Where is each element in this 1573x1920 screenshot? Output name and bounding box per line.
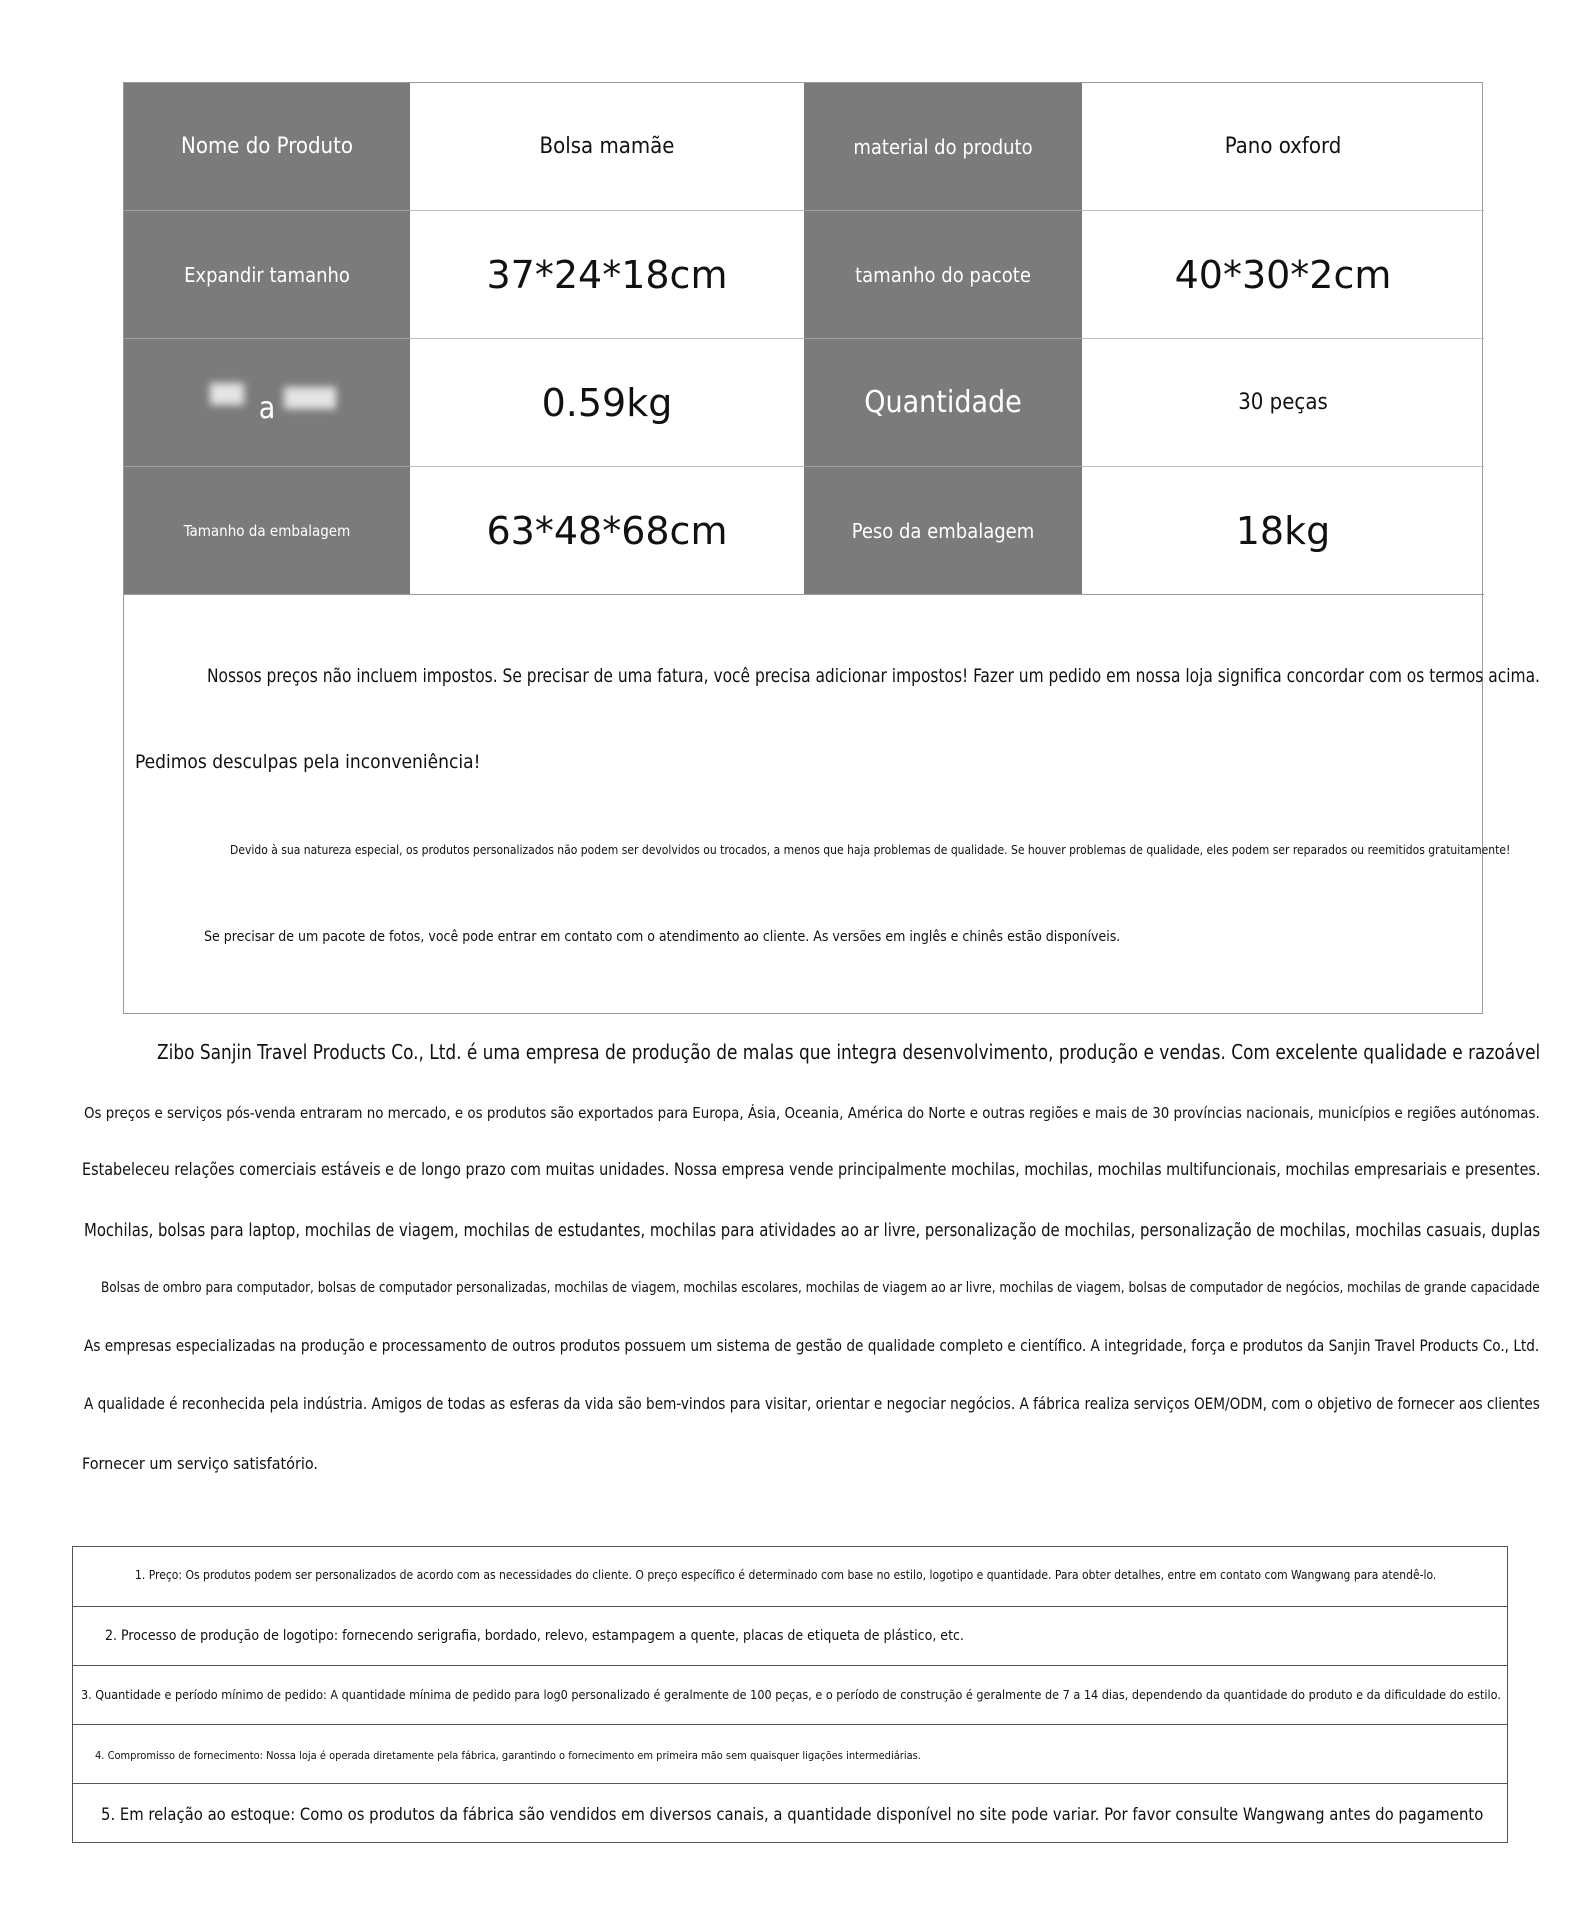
spec-label-text: a xyxy=(258,391,276,426)
terms-text: 3. Quantidade e período mínimo de pedido: A quantidade mínima de pedido para log0 personalizado é geralmente de 100 peças, e o período de construção é geralmente de 7 a 14 dias, dependendo da quantidade do produto e da dificuldade do estilo. xyxy=(81,1687,1501,1702)
spec-value: 30 peças xyxy=(1082,339,1484,467)
blurred-text xyxy=(210,383,244,405)
paragraph-line: As empresas especializadas na produção e processamento de outros produtos possuem um sistema de gestão de qualidade completo e científico. A integridade, força e produtos da Sanjin Travel Products Co., Ltd. xyxy=(84,1336,1540,1355)
spec-label: Quantidade xyxy=(804,339,1082,467)
terms-row xyxy=(73,1547,1507,1607)
paragraph-line: Os preços e serviços pós-venda entraram no mercado, e os produtos são exportados para Europa, Ásia, Oceania, América do Norte e outras regiões e mais de 30 províncias nacionais, municípios e regiões autónomas. xyxy=(84,1104,1540,1122)
blurred-text xyxy=(284,387,336,409)
spec-value: 0.59kg xyxy=(410,339,804,467)
spec-label: Nome do Produto xyxy=(124,83,410,211)
spec-label: Tamanho da embalagem xyxy=(124,467,410,595)
terms-text: 2. Processo de produção de logotipo: fornecendo serigrafia, bordado, relevo, estampagem a quente, placas de etiqueta de plástico, etc. xyxy=(105,1628,964,1644)
terms-row xyxy=(73,1666,1507,1725)
terms-row xyxy=(73,1725,1507,1784)
paragraph-line: Fornecer um serviço satisfatório. xyxy=(82,1454,318,1473)
note-text: Nossos preços não incluem impostos. Se precisar de uma fatura, você precisa adicionar impostos! Fazer um pedido em nossa loja significa concordar com os termos acima. xyxy=(207,665,1540,687)
spec-row xyxy=(124,339,1482,467)
terms-text: 4. Compromisso de fornecimento: Nossa loja é operada diretamente pela fábrica, garantindo o fornecimento em primeira mão sem quaisquer ligações intermediárias. xyxy=(95,1749,921,1762)
product-spec-table xyxy=(123,82,1540,1014)
spec-value: 18kg xyxy=(1082,467,1484,595)
note-text: Se precisar de um pacote de fotos, você pode entrar em contato com o atendimento ao cliente. As versões em inglês e chinês estão disponíveis. xyxy=(204,929,1121,945)
spec-label: Peso da embalagem xyxy=(804,467,1082,595)
spec-label: material do produto xyxy=(804,83,1082,211)
spec-label: Expandir tamanho xyxy=(124,211,410,339)
paragraph-line: Bolsas de ombro para computador, bolsas de computador personalizadas, mochilas de viagem, mochilas escolares, mochilas de viagem ao ar livre, mochilas de viagem, bolsas de computador de negócios, mochilas de grande capacidade xyxy=(101,1280,1540,1296)
note-text: Pedimos desculpas pela inconveniência! xyxy=(135,751,481,773)
terms-text: 5. Em relação ao estoque: Como os produtos da fábrica são vendidos em diversos canais, a quantidade disponível no site pode variar. Por favor consulte Wangwang antes do pagamento xyxy=(101,1805,1484,1824)
spec-value: 40*30*2cm xyxy=(1082,211,1484,339)
paragraph-line: Zibo Sanjin Travel Products Co., Ltd. é uma empresa de produção de malas que integra desenvolvimento, produção e vendas. Com excelente qualidade e razoável xyxy=(157,1040,1541,1064)
terms-table xyxy=(72,1546,1508,1843)
notes-section xyxy=(124,595,1540,1015)
spec-value: Bolsa mamãe xyxy=(410,83,804,211)
note-text: Devido à sua natureza especial, os produtos personalizados não podem ser devolvidos ou trocados, a menos que haja problemas de qualidade. Se houver problemas de qualidade, eles podem ser reparados ou reemitidos gratuitamente! xyxy=(230,843,1511,857)
spec-value: 63*48*68cm xyxy=(410,467,804,595)
spec-row xyxy=(124,467,1482,595)
spec-value: 37*24*18cm xyxy=(410,211,804,339)
paragraph-line: Estabeleceu relações comerciais estáveis e de longo prazo com muitas unidades. Nossa empresa vende principalmente mochilas, mochilas, mochilas multifuncionais, mochilas empresariais e presentes. xyxy=(82,1160,1541,1180)
paragraph-line: A qualidade é reconhecida pela indústria. Amigos de todas as esferas da vida são bem-vindos para visitar, orientar e negociar negócios. A fábrica realiza serviços OEM/ODM, com o objetivo de fornecer aos clientes xyxy=(84,1394,1540,1413)
paragraph-line: Mochilas, bolsas para laptop, mochilas de viagem, mochilas de estudantes, mochilas para atividades ao ar livre, personalização de mochilas, personalização de mochilas, mochilas casuais, duplas xyxy=(84,1220,1541,1241)
spec-row xyxy=(124,83,1482,211)
spec-row xyxy=(124,211,1482,339)
terms-text: 1. Preço: Os produtos podem ser personalizados de acordo com as necessidades do cliente. O preço específico é determinado com base no estilo, logotipo e quantidade. Para obter detalhes, entre em contato com Wangwang para atendê-lo. xyxy=(135,1568,1437,1582)
spec-label xyxy=(124,339,410,467)
spec-value: Pano oxford xyxy=(1082,83,1484,211)
terms-row xyxy=(73,1607,1507,1666)
spec-label: tamanho do pacote xyxy=(804,211,1082,339)
terms-row xyxy=(73,1784,1507,1844)
